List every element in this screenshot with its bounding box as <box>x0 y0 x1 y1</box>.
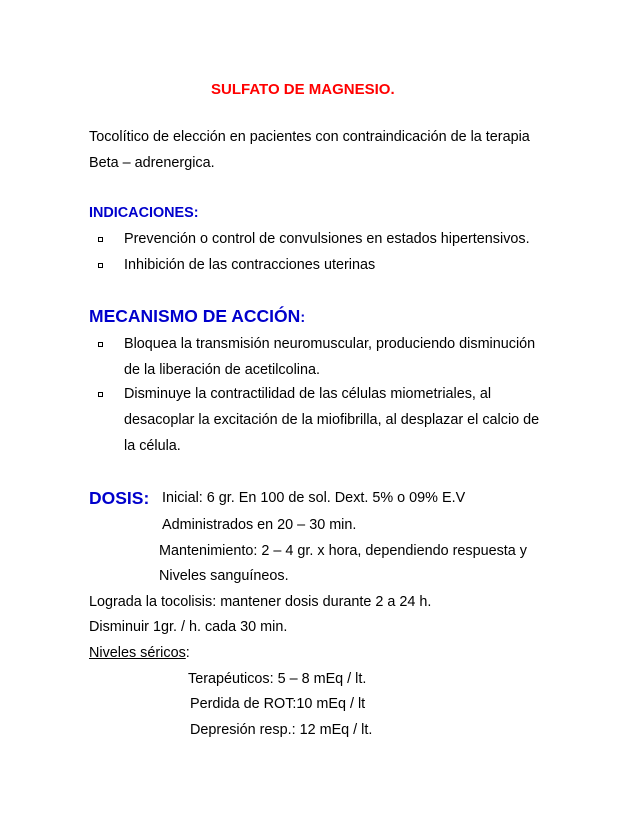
bullet-icon <box>98 237 103 242</box>
dosis-administrados: Administrados en 20 – 30 min. <box>162 517 357 533</box>
niveles-depresion-resp: Depresión resp.: 12 mEq / lt. <box>190 722 373 738</box>
niveles-terapeuticos: Terapéuticos: 5 – 8 mEq / lt. <box>188 671 367 687</box>
mecanismo-item-2-line-3: la célula. <box>124 438 181 454</box>
niveles-sericos-colon: : <box>185 645 190 661</box>
mecanismo-item-2-line-2: desacoplar la excitación de la miofibrilla, al desplazar el calcio de <box>124 412 540 428</box>
mecanismo-heading <box>89 305 305 329</box>
dosis-heading: DOSIS: <box>89 488 150 508</box>
dosis-lograda: Lograda la tocolisis: mantener dosis durante 2 a 24 h. <box>89 594 432 610</box>
mecanismo-heading-colon: : <box>300 310 306 326</box>
intro-line-2: Beta – adrenergica. <box>89 155 215 171</box>
indicaciones-item-1: Prevención o control de convulsiones en estados hipertensivos. <box>124 231 530 247</box>
dosis-niveles-sanguineos: Niveles sanguíneos. <box>159 568 289 584</box>
document-title: SULFATO DE MAGNESIO. <box>211 81 395 98</box>
niveles-sericos-label: Niveles séricos <box>89 645 186 661</box>
bullet-icon <box>98 392 103 397</box>
indicaciones-heading: INDICACIONES: <box>89 205 199 221</box>
dosis-inicial: Inicial: 6 gr. En 100 de sol. Dext. 5% o 09% E.V <box>162 490 466 506</box>
bullet-icon <box>98 342 103 347</box>
mecanismo-heading-text: MECANISMO DE ACCIÓN <box>89 306 301 326</box>
intro-line-1: Tocolítico de elección en pacientes con contraindicación de la terapia <box>89 129 530 145</box>
dosis-mantenimiento: Mantenimiento: 2 – 4 gr. x hora, dependiendo respuesta y <box>159 543 528 559</box>
bullet-icon <box>98 263 103 268</box>
dosis-disminuir: Disminuir 1gr. / h. cada 30 min. <box>89 619 288 635</box>
mecanismo-item-2-line-1: Disminuye la contractilidad de las células miometriales, al <box>124 386 492 402</box>
mecanismo-item-1-line-1: Bloquea la transmisión neuromuscular, produciendo disminución <box>124 336 536 352</box>
niveles-perdida-rot: Perdida de ROT:10 mEq / lt <box>190 696 366 712</box>
niveles-sericos-heading <box>89 644 190 662</box>
mecanismo-item-1-line-2: de la liberación de acetilcolina. <box>124 362 320 378</box>
indicaciones-item-2: Inhibición de las contracciones uterinas <box>124 257 376 273</box>
